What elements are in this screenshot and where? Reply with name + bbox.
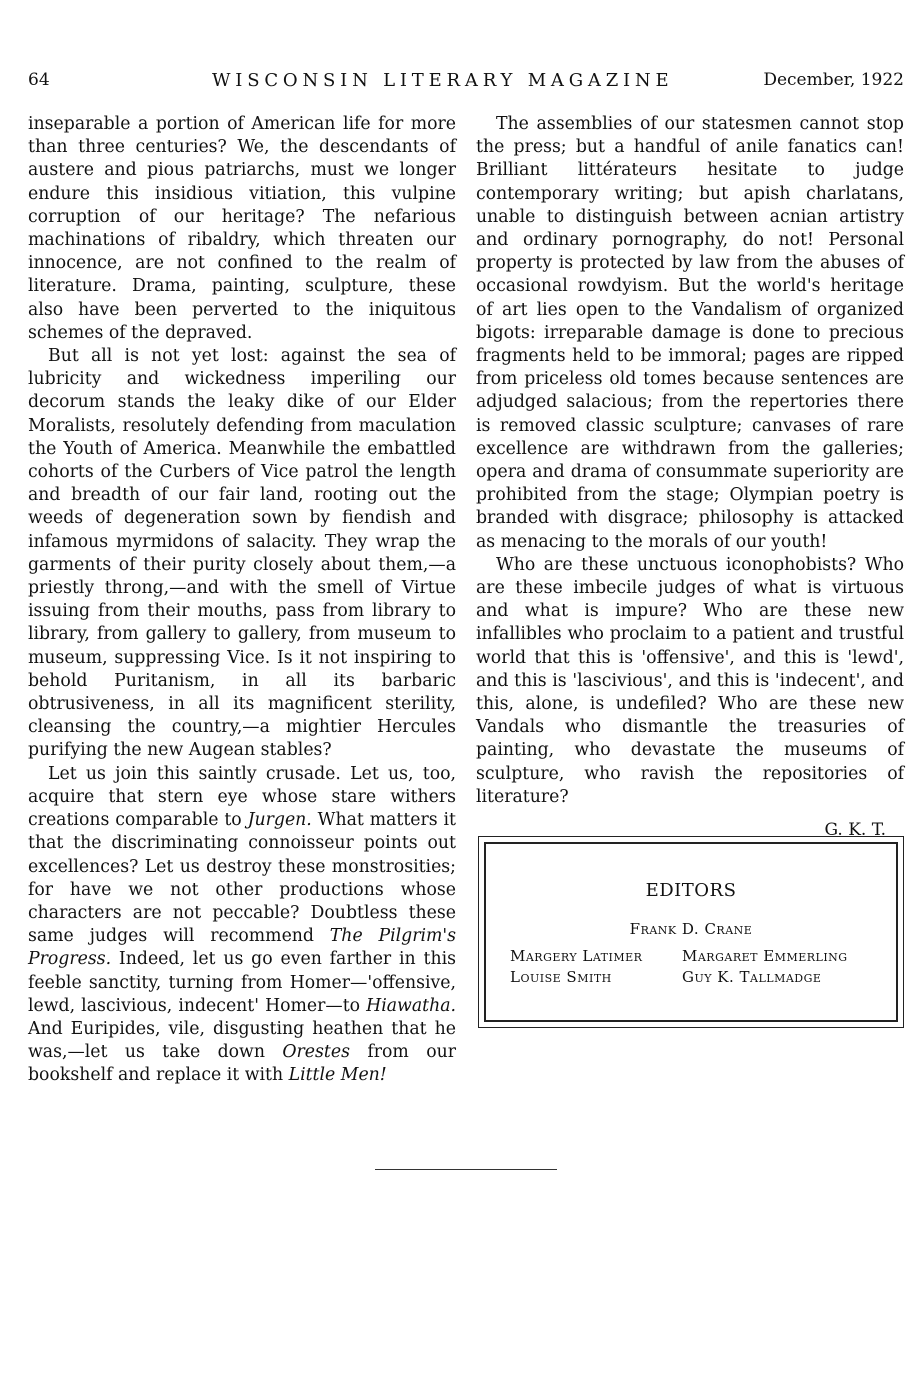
paragraph: The assemblies of our statesmen cannot stop the press; but a handful of anile fanatics can! Brilliant littérateurs hesitate to judge contemporary writing; but apish charlatans, unable to distinguish between acnian artistry and ordinary pornography, do not! Personal property is protected by law from the abuses of occasional rowdyism. But the world's heritage of art lies open to the Vandalism of organized bigots: irreparable damage is done to precious fragments held to be immoral; pages are ripped from priceless old tomes because sentences are adjudged salacious; from the repertories there is removed classic sculpture; canvases of rare excellence are withdrawn from the galleries; opera and drama of consummate superiority are prohibited from the stage; Olympian poetry is branded with disgrace; philosophy is attacked as menacing to the morals of our youth! [476,114,904,552]
text-run: And Euripides, vile, disgusting heathen that he was,—let us take down [28,1018,456,1063]
page-header [28,70,904,98]
editor-name: Margery Latimer [510,947,643,965]
editor-name: Louise Smith [510,968,612,986]
text-run: from our bookshelf and replace it with [28,1042,456,1086]
book-title: The Pilgrim's Progress. [28,926,456,970]
text-run: Let us join this saintly crusade. Let us, too, acquire that stern eye whose stare withers creations comparable to [28,763,456,831]
editor-name: Margaret Emmerling [682,947,848,965]
editor-name: Frank D. Crane [629,920,753,938]
left-column [28,113,456,1088]
text-run: Indeed, let us go even farther in this feeble sanctity, turning from Homer—'offensive, lewd, lascivious, indecent' Homer—to [28,949,456,1016]
editors-box [478,836,904,1028]
book-title: Hiawatha. [366,995,456,1016]
book-title: Jurgen. [247,810,312,831]
paragraph: Who are these unctuous iconophobists? Who are these imbecile judges of what is virtuous and what is impure? Who are these new infallibles who proclaim to a patient and trustful world that this is 'offensive', and this is 'lewd', and this is 'lascivious', and this is 'indecent', and this, alone, is undefiled? Who are these new Vandals who dismantle the treasuries of painting, who devastate the museums of sculpture, who ravish the repositories of literature? [476,554,904,807]
editors-heading: EDITORS [645,880,737,901]
page-number: 64 [28,70,50,90]
magazine-title: WISCONSIN LITERARY MAGAZINE [212,70,674,91]
paragraph [28,763,456,1088]
right-column [476,113,904,842]
paragraph: But all is not yet lost: against the sea of lubricity and wickedness imperiling our decorum stands the leaky dike of our Elder Moralists, resolutely defending from maculation the Youth of America. Meanwhile the embattled cohorts of the Curbers of Vice patrol the length and breadth of our fair land, rooting out the weeds of degeneration sown by fiendish and infamous myrmidons of salacity. They wrap the garments of their purity closely about them,—a priestly throng,—and with the smell of Virtue issuing from their mouths, pass from library to library, from gallery to gallery, from museum to museum, suppressing Vice. Is it not inspiring to behold Puritanism, in all its barbaric obtrusiveness, in all its magnificent sterility, cleansing the country,—a mightier Hercules purifying the new Augean stables? [28,346,456,761]
issue-date: December, 1922 [763,70,904,90]
paragraph: inseparable a portion of American life for more than three centuries? We, the descendants of austere and pious patriarchs, must we longer endure this insidious vitiation, this vulpine corruption of our heritage? The nefarious machinations of ribaldry, which threaten our innocence, are not confined to the realm of literature. Drama, painting, sculpture, these also have been perverted to the iniquitous schemes of the depraved. [28,114,456,343]
footer-rule [375,1169,557,1170]
book-title: Little Men! [288,1065,387,1086]
editor-name: Guy K. Tallmadge [682,968,822,986]
text-run: What matters it that the discriminating connoisseur points out excellences? Let us destroy these monstrosities; for have we not other productions whose characters are not peccable? Doubtless these same judges will recommend [28,810,456,947]
editors-box-inner [484,842,898,1022]
author-signature: G. K. T. [824,820,886,841]
book-title: Orestes [282,1042,350,1063]
